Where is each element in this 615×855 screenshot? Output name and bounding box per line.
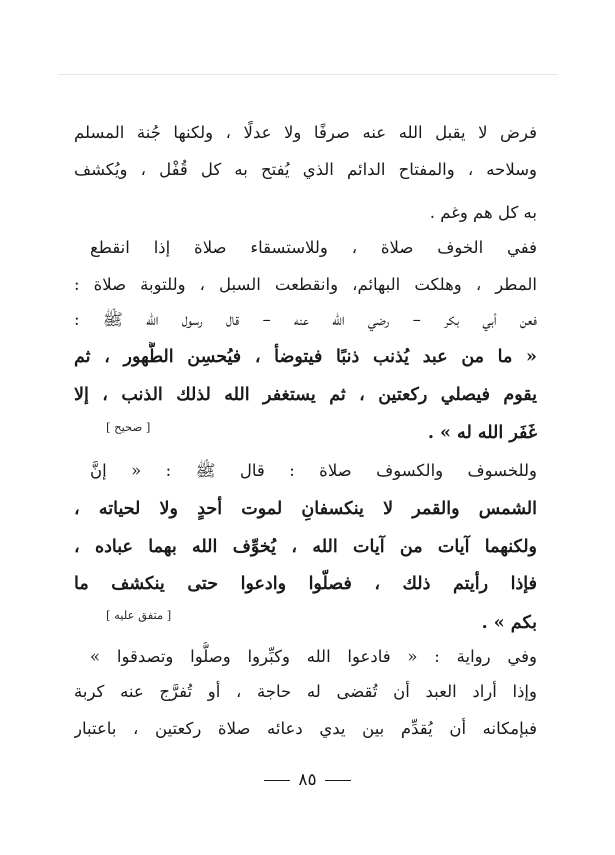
source-sahih: [ صحيح ] <box>106 420 151 434</box>
text-line: ففي الخوف صلاة ، وللاستسقاء صلاة إذا انقطع <box>90 238 537 257</box>
text-line: المطر ، وهلكت البهائم، وانقطعت السبل ، وللتوبة صلاة : <box>74 275 537 294</box>
text-line: به كل هم وغم . <box>429 203 537 222</box>
page-number <box>0 770 615 790</box>
text-line: فبإمكانه أن يُقدِّم بين يدي دعائه صلاة ركعتين ، باعتبار <box>74 719 537 738</box>
text-line: فرض لا يقبل الله عنه صرفًا ولا عدلًا ، ولكنها جُنة المسلم <box>74 123 537 142</box>
text-line: وللخسوف والكسوف صلاة : قال ﷺ : « إنَّ <box>90 461 537 480</box>
source-muttafaq: [ متفق عليه ] <box>106 608 172 622</box>
hadith-line: بكم » . <box>481 613 537 633</box>
hadith-line: الشمس والقمر لا ينكسفانِ لموت أحدٍ ولا لحياته ، <box>74 499 537 519</box>
dash-left <box>264 780 290 782</box>
hadith-line: « ما من عبد يُذنب ذنبًا فيتوضأ ، فيُحسِن الطُّهور ، ثم <box>74 347 537 367</box>
dash-right <box>325 780 351 782</box>
text-line: وإذا أراد العبد أن تُقضى له حاجة ، أو تُفرَّج عنه كربة <box>74 682 537 701</box>
page-number-value: ٨٥ <box>298 770 317 790</box>
hadith-line: ولكنهما آيات من آيات الله ، يُخوِّف الله بهما عباده ، <box>74 537 537 557</box>
hadith-line: يقوم فيصلي ركعتين ، ثم يستغفر الله لذلك الذنب ، إلا <box>74 385 537 405</box>
hadith-line: غَفَر الله له » . <box>427 423 537 443</box>
header-divider <box>58 74 558 75</box>
hadith-line: فإذا رأيتم ذلك ، فصلّوا وادعوا حتى ينكشف ما <box>74 574 537 594</box>
text-line: وفي رواية : « فادعوا الله وكبِّروا وصلُّوا وتصدقوا » <box>90 647 537 666</box>
text-line: فعن أبي بكر – رضي الله عنه – قال رسول الله ﷺ : <box>74 310 537 329</box>
text-line: وسلاحه ، والمفتاح الدائم الذي يُفتح به كل قُفْل ، ويُكشف <box>74 160 537 179</box>
